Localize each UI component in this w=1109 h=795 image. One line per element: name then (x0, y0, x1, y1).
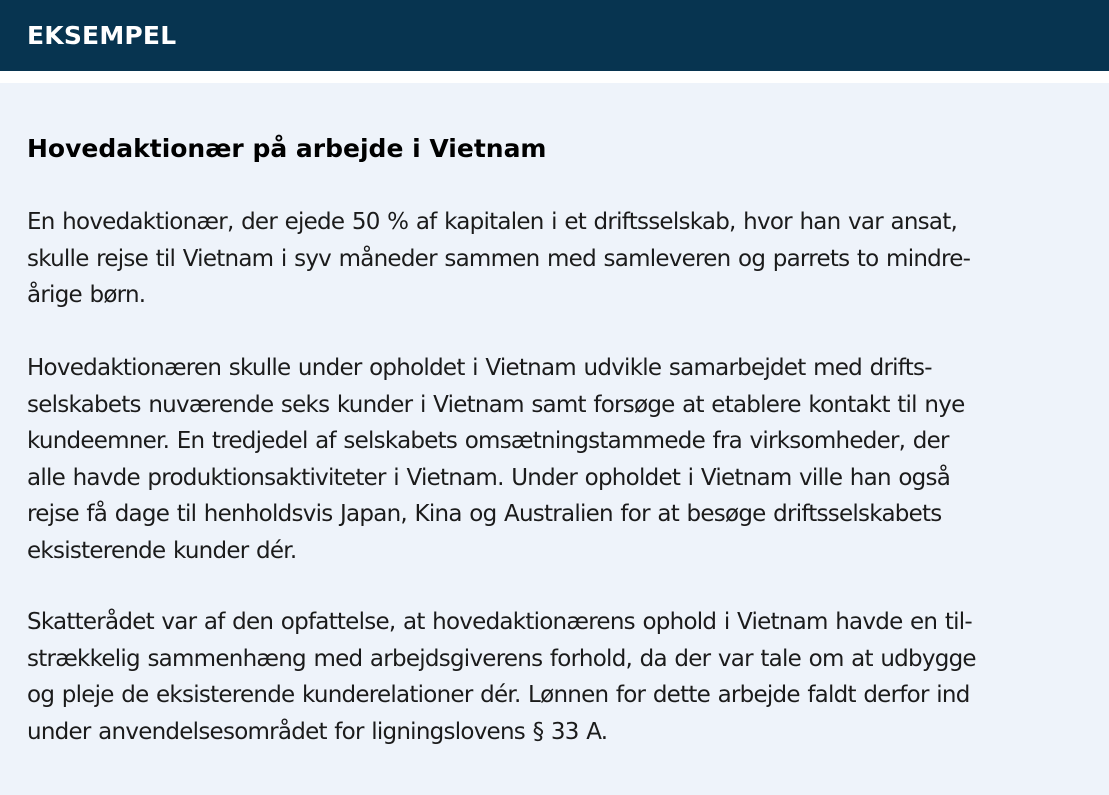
paragraph-line: Skatterådet var af den opfattelse, at hovedaktionærens ophold i Vietnam havde en til- (27, 609, 972, 635)
example-header-bar (0, 0, 1109, 71)
paragraph-line: strækkelig sammenhæng med arbejdsgiverens forhold, da der var tale om at udbygge (27, 645, 976, 672)
example-header-label: EKSEMPEL (27, 21, 177, 50)
paragraph-3 (27, 604, 976, 750)
paragraph-2 (27, 350, 964, 569)
paragraph-line: årige børn. (27, 282, 146, 308)
paragraph-line: eksisterende kunder dér. (27, 537, 297, 564)
example-title: Hovedaktionær på arbejde i Vietnam (27, 134, 547, 163)
paragraph-line: skulle rejse til Vietnam i syv måneder sammen med samleveren og parrets to mindre- (27, 245, 971, 272)
paragraph-line: under anvendelsesområdet for ligningslovens § 33 A. (27, 718, 608, 745)
paragraph-line: Hovedaktionæren skulle under opholdet i Vietnam udvikle samarbejdet med drifts- (27, 355, 932, 381)
paragraph-line: kundeemner. En tredjedel af selskabets omsætningstammede fra virksomheder, der (27, 428, 949, 454)
paragraph-line: En hovedaktionær, der ejede 50 % af kapitalen i et driftsselskab, hvor han var ansat, (27, 209, 958, 235)
paragraph-line: rejse få dage til henholdsvis Japan, Kina og Australien for at besøge driftsselskabets (27, 501, 942, 527)
paragraph-1 (27, 204, 970, 314)
paragraph-line: og pleje de eksisterende kunderelationer dér. Lønnen for dette arbejde faldt derfor ind (27, 682, 970, 708)
paragraph-line: alle havde produktionsaktiviteter i Vietnam. Under opholdet i Vietnam ville han også (27, 464, 951, 491)
paragraph-line: selskabets nuværende seks kunder i Vietnam samt forsøge at etablere kontakt til nye (27, 391, 965, 418)
